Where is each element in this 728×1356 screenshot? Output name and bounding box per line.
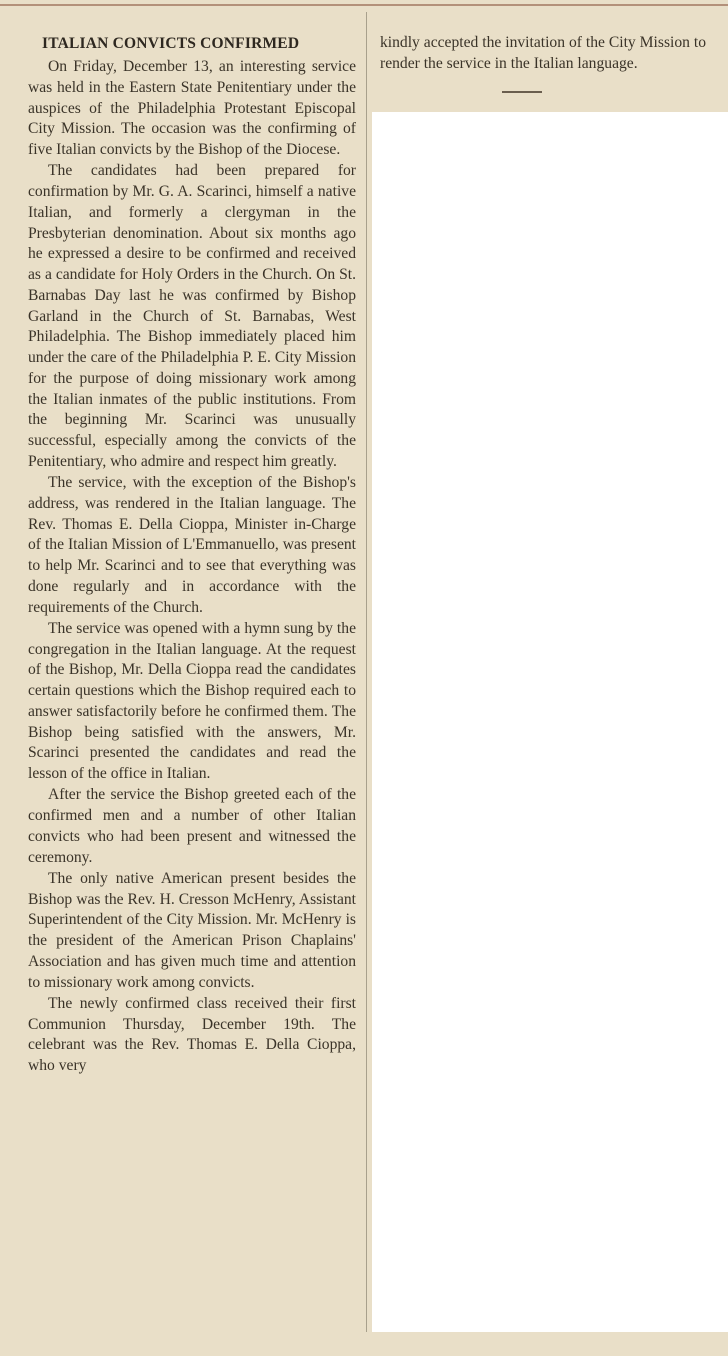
paragraph-7: The newly confirmed class received their first Communion Thursday, December 19th. The celebrant was the Rev. Thomas E. Della Cioppa, who very [28,994,356,1074]
end-of-article-rule [502,91,542,93]
article-headline: ITALIAN CONVICTS CONFIRMED [42,35,300,52]
paragraph-4: The service was opened with a hymn sung by the congregation in the Italian language. At the request of the Bishop, Mr. Della Cioppa read the candidates certain questions which the Bishop required each to answer satisfactorily before he confirmed them. The Bishop being satisfied with the answers, Mr. Scarinci presented the candidates and read the lesson of the office in Italian. [28,619,356,782]
paragraph-6: The only native American present besides the Bishop was the Rev. H. Cresson McHenry, Assistant Superintendent of the City Mission. Mr. McHenry is the president of the American Prison Chaplains' Association and has given much time and attention to missionary work among convicts. [28,869,356,991]
blank-area [372,112,728,1332]
top-rule [0,4,728,6]
article-column-left [28,34,356,1077]
column-divider [366,12,367,1332]
paragraph-2: The candidates had been prepared for confirmation by Mr. G. A. Scarinci, himself a native Italian, and formerly a clergyman in the Presbyterian denomination. About six months ago he expressed a desire to be confirmed and received as a candidate for Holy Orders in the Church. On St. Barnabas Day last he was confirmed by Bishop Garland in the Church of St. Barnabas, West Philadelphia. The Bishop immediately placed him under the care of the Philadelphia P. E. City Mission for the purpose of doing missionary work among the Italian inmates of the public institutions. From the beginning Mr. Scarinci was unusually successful, especially among the convicts of the Penitentiary, who admire and respect him greatly. [28,162,356,470]
paragraph-3: The service, with the exception of the Bishop's address, was rendered in the Italian language. The Rev. Thomas E. Della Cioppa, Minister in-Charge of the Italian Mission of L'Emmanuello, was present to help Mr. Scarinci and to see that everything was done regularly and in accordance with the requirements of the Church. [28,474,356,616]
paragraph-1: On Friday, December 13, an interesting service was held in the Eastern State Penitentiary under the auspices of the Philadelphia Protestant Episcopal City Mission. The occasion was the confirming of five Italian convicts by the Bishop of the Diocese. [28,58,356,158]
paragraph-continuation: kindly accepted the invitation of the City Mission to render the service in the Italian language. [380,34,706,72]
article-column-right [380,33,706,93]
paragraph-5: After the service the Bishop greeted each of the confirmed men and a number of other Italian convicts who had been present and witnessed the ceremony. [28,786,356,866]
